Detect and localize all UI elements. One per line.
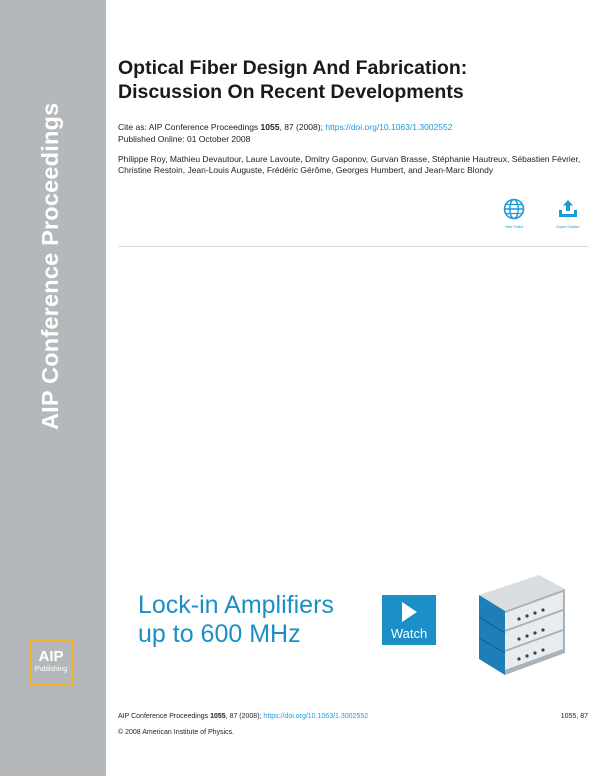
- footer-cite-prefix: AIP Conference Proceedings: [118, 713, 211, 720]
- doi-link[interactable]: https://doi.org/10.1063/1.3002552: [325, 122, 453, 132]
- logo-sub-text: Publishing: [34, 666, 68, 673]
- view-online-label: View Online: [504, 225, 524, 229]
- export-citation-label: Export Citation: [556, 225, 580, 229]
- ad-headline: [138, 591, 334, 649]
- logo-main-text: AIP: [38, 648, 64, 665]
- watch-button[interactable]: [382, 595, 436, 645]
- title-line-1: Optical Fiber Design And Fabrication:: [118, 57, 468, 79]
- copyright-notice: © 2008 American Institute of Physics.: [118, 729, 235, 736]
- export-citation-button[interactable]: [548, 198, 588, 230]
- footer-cite-mid: , 87 (2008);: [225, 713, 264, 720]
- cite-mid: , 87 (2008);: [279, 122, 326, 132]
- watch-label: Watch: [390, 626, 428, 641]
- published-date: Published Online: 01 October 2008: [118, 134, 251, 144]
- footer-doi-link[interactable]: https://doi.org/10.1063/1.3002552: [263, 713, 369, 720]
- lock-in-amplifier-image: [469, 573, 569, 677]
- author-list: Philippe Roy, Mathieu Devautour, Laure Lavoute, Dmitry Gaponov, Gurvan Brasse, Stéphanie Hautreux, Sébastien Février, Christine Restoin, Jean-Louis Auguste, Frédéric Gérôme, Georges Humbert, and Jean-Marc Blondy: [118, 154, 581, 175]
- header-divider: [118, 246, 588, 247]
- view-online-button[interactable]: [494, 198, 534, 230]
- aip-publishing-logo[interactable]: [29, 640, 73, 686]
- cite-prefix: Cite as: AIP Conference Proceedings: [118, 122, 261, 132]
- citation-block: [118, 121, 588, 145]
- footer-cite-volume: 1055: [210, 713, 226, 720]
- cite-volume: 1055: [260, 122, 280, 132]
- globe-icon: [503, 198, 525, 220]
- sidebar: [0, 0, 106, 776]
- export-icon: [556, 198, 580, 220]
- ad-line-2: up to 600 MHz: [138, 620, 301, 648]
- journal-vertical-title: AIP Conference Proceedings: [37, 102, 63, 430]
- ad-line-1: Lock-in Amplifiers: [138, 591, 334, 619]
- advertisement-banner[interactable]: [124, 567, 576, 677]
- title-line-2: Discussion On Recent Developments: [118, 81, 464, 103]
- cite-as-line: [118, 121, 588, 133]
- article-title: [118, 56, 578, 104]
- play-icon: [399, 601, 419, 623]
- footer-page-ref: 1055, 87: [560, 713, 588, 720]
- footer-citation: [118, 712, 588, 722]
